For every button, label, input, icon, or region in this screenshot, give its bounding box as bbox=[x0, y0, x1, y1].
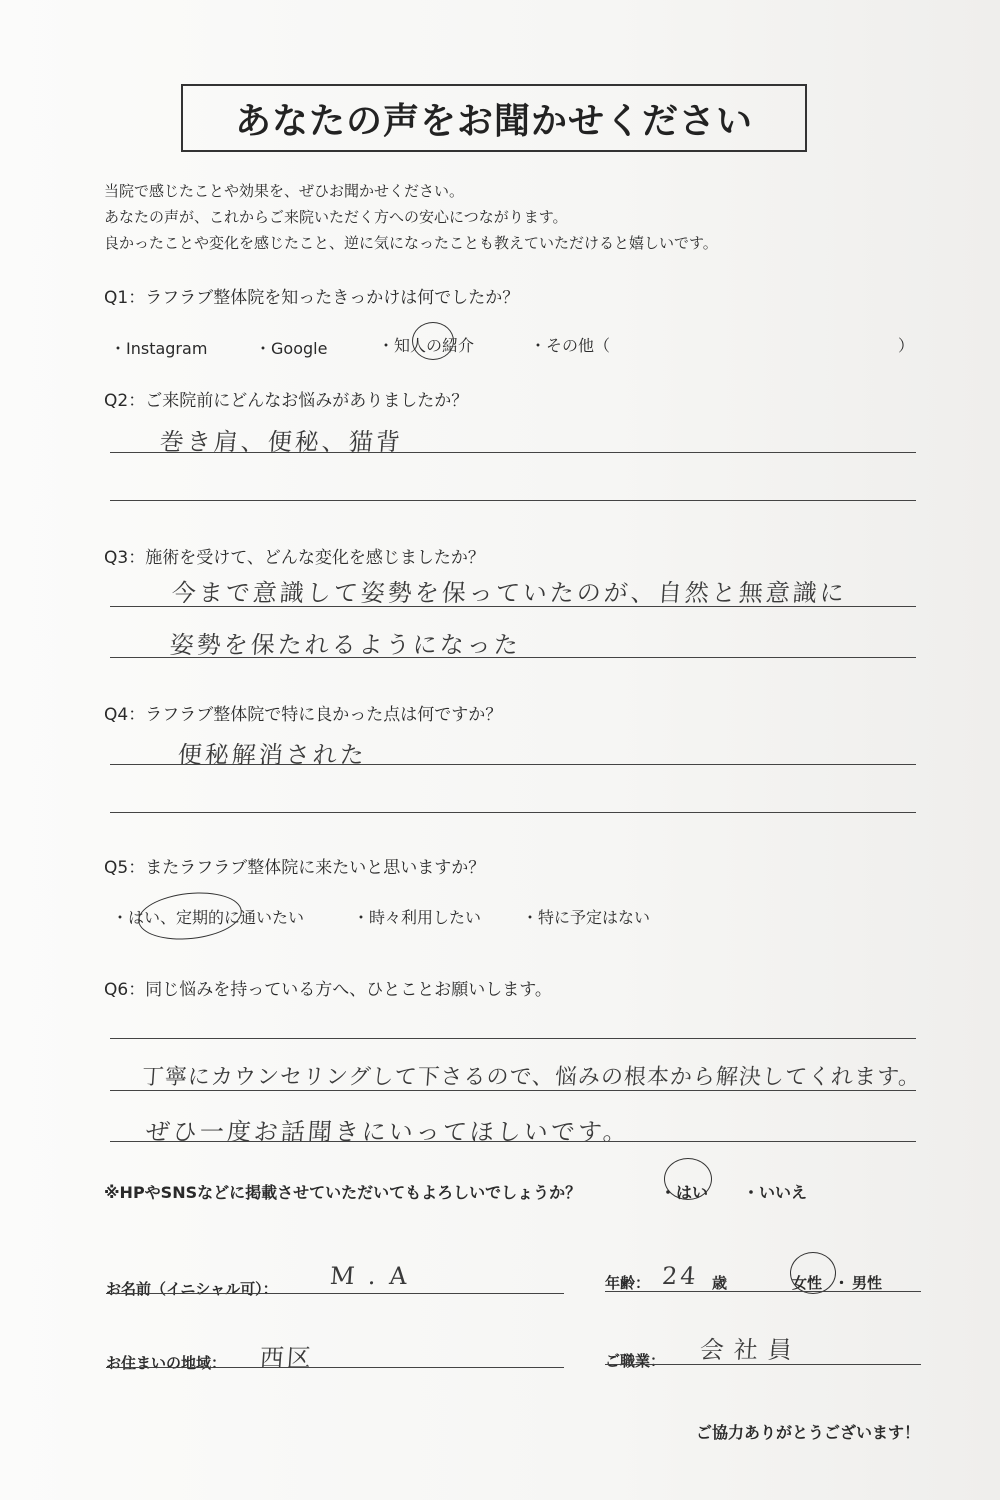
q6-line-3 bbox=[110, 1141, 916, 1142]
age-value: 24 bbox=[661, 1262, 700, 1290]
job-line bbox=[605, 1364, 921, 1365]
q1-option-other: ・その他（ bbox=[530, 336, 611, 355]
q4-line-1 bbox=[110, 764, 916, 765]
q2-question: Q2：ご来院前にどんなお悩みがありましたか？ bbox=[104, 391, 469, 411]
q6-question: Q6：同じ悩みを持っている方へ、ひとことお願いします。 bbox=[104, 980, 552, 1000]
intro-line-1: 当院で感じたことや効果を、ぜひお聞かせください。 bbox=[104, 182, 465, 200]
q4-question: Q4：ラフラブ整体院で特に良かった点は何ですか？ bbox=[104, 705, 503, 725]
q2-line-1 bbox=[110, 452, 916, 453]
q6-answer-line-1: 丁寧にカウンセリングして下さるので、悩みの根本から解決してくれます。 bbox=[140, 1065, 923, 1090]
age-label: 年齢： bbox=[605, 1274, 651, 1292]
q3-line-1 bbox=[110, 606, 916, 607]
thanks-message: ご協力ありがとうございます！ bbox=[695, 1423, 920, 1442]
gender-selected-circle bbox=[790, 1252, 836, 1294]
q5-option-sometimes: ・時々利用したい bbox=[353, 908, 482, 927]
gender-separator: ・ bbox=[834, 1274, 850, 1292]
age-unit: 歳 bbox=[712, 1274, 728, 1292]
age-line bbox=[605, 1291, 921, 1292]
q1-option-referral: ・知人の紹介 bbox=[378, 336, 475, 355]
page-title: あなたの声をお聞かせください bbox=[181, 84, 807, 152]
job-value: 会社員 bbox=[698, 1336, 803, 1364]
q3-answer-line-2: 姿勢を保たれるようになった bbox=[168, 631, 522, 659]
q5-question: Q5：またラフラブ整体院に来たいと思いますか？ bbox=[104, 858, 486, 878]
q1-other-close: ） bbox=[898, 336, 915, 355]
name-line bbox=[106, 1293, 564, 1294]
area-value: 西区 bbox=[258, 1344, 315, 1372]
area-line bbox=[106, 1367, 564, 1368]
q4-answer: 便秘解消された bbox=[176, 741, 368, 769]
consent-no: ・いいえ bbox=[743, 1183, 808, 1202]
q1-option-google: ・Google bbox=[255, 339, 328, 358]
q6-answer-line-2: ぜひ一度お話聞きにいってほしいです。 bbox=[144, 1118, 631, 1146]
q3-answer-line-1: 今まで意識して姿勢を保っていたのが、自然と無意識に bbox=[170, 579, 848, 607]
q6-line-1 bbox=[110, 1038, 916, 1039]
q3-line-2 bbox=[110, 657, 916, 658]
q3-question: Q3：施術を受けて、どんな変化を感じましたか？ bbox=[104, 548, 485, 568]
consent-selected-circle bbox=[664, 1158, 712, 1200]
q2-answer: 巻き肩、便秘、猫背 bbox=[158, 428, 404, 456]
consent-question: ※HPやSNSなどに掲載させていただいてもよろしいでしょうか？ bbox=[104, 1183, 582, 1202]
q6-line-2 bbox=[110, 1090, 916, 1091]
q1-option-instagram: ・Instagram bbox=[110, 339, 208, 358]
q1-selected-circle bbox=[412, 322, 454, 360]
intro-line-3: 良かったことや変化を感じたこと、逆に気になったことも教えていただけると嬉しいです。 bbox=[104, 234, 718, 252]
gender-male: 男性 bbox=[852, 1274, 883, 1292]
job-label: ご職業： bbox=[605, 1352, 666, 1370]
gender-female: 女性 bbox=[792, 1274, 823, 1292]
q5-selected-circle bbox=[136, 888, 244, 945]
name-value: M . A bbox=[329, 1262, 411, 1290]
consent-yes: ・はい bbox=[660, 1183, 709, 1202]
name-label: お名前（イニシャル可）： bbox=[106, 1280, 278, 1298]
intro-line-2: あなたの声が、これからご来院いただく方への安心につながります。 bbox=[104, 208, 568, 226]
q1-question: Q1：ラフラブ整体院を知ったきっかけは何でしたか？ bbox=[104, 288, 520, 308]
q2-line-2 bbox=[110, 500, 916, 501]
q4-line-2 bbox=[110, 812, 916, 813]
q5-option-regular: ・はい、定期的に通いたい bbox=[112, 908, 305, 927]
area-label: お住まいの地域： bbox=[106, 1354, 227, 1372]
q5-option-no-plan: ・特に予定はない bbox=[522, 908, 651, 927]
